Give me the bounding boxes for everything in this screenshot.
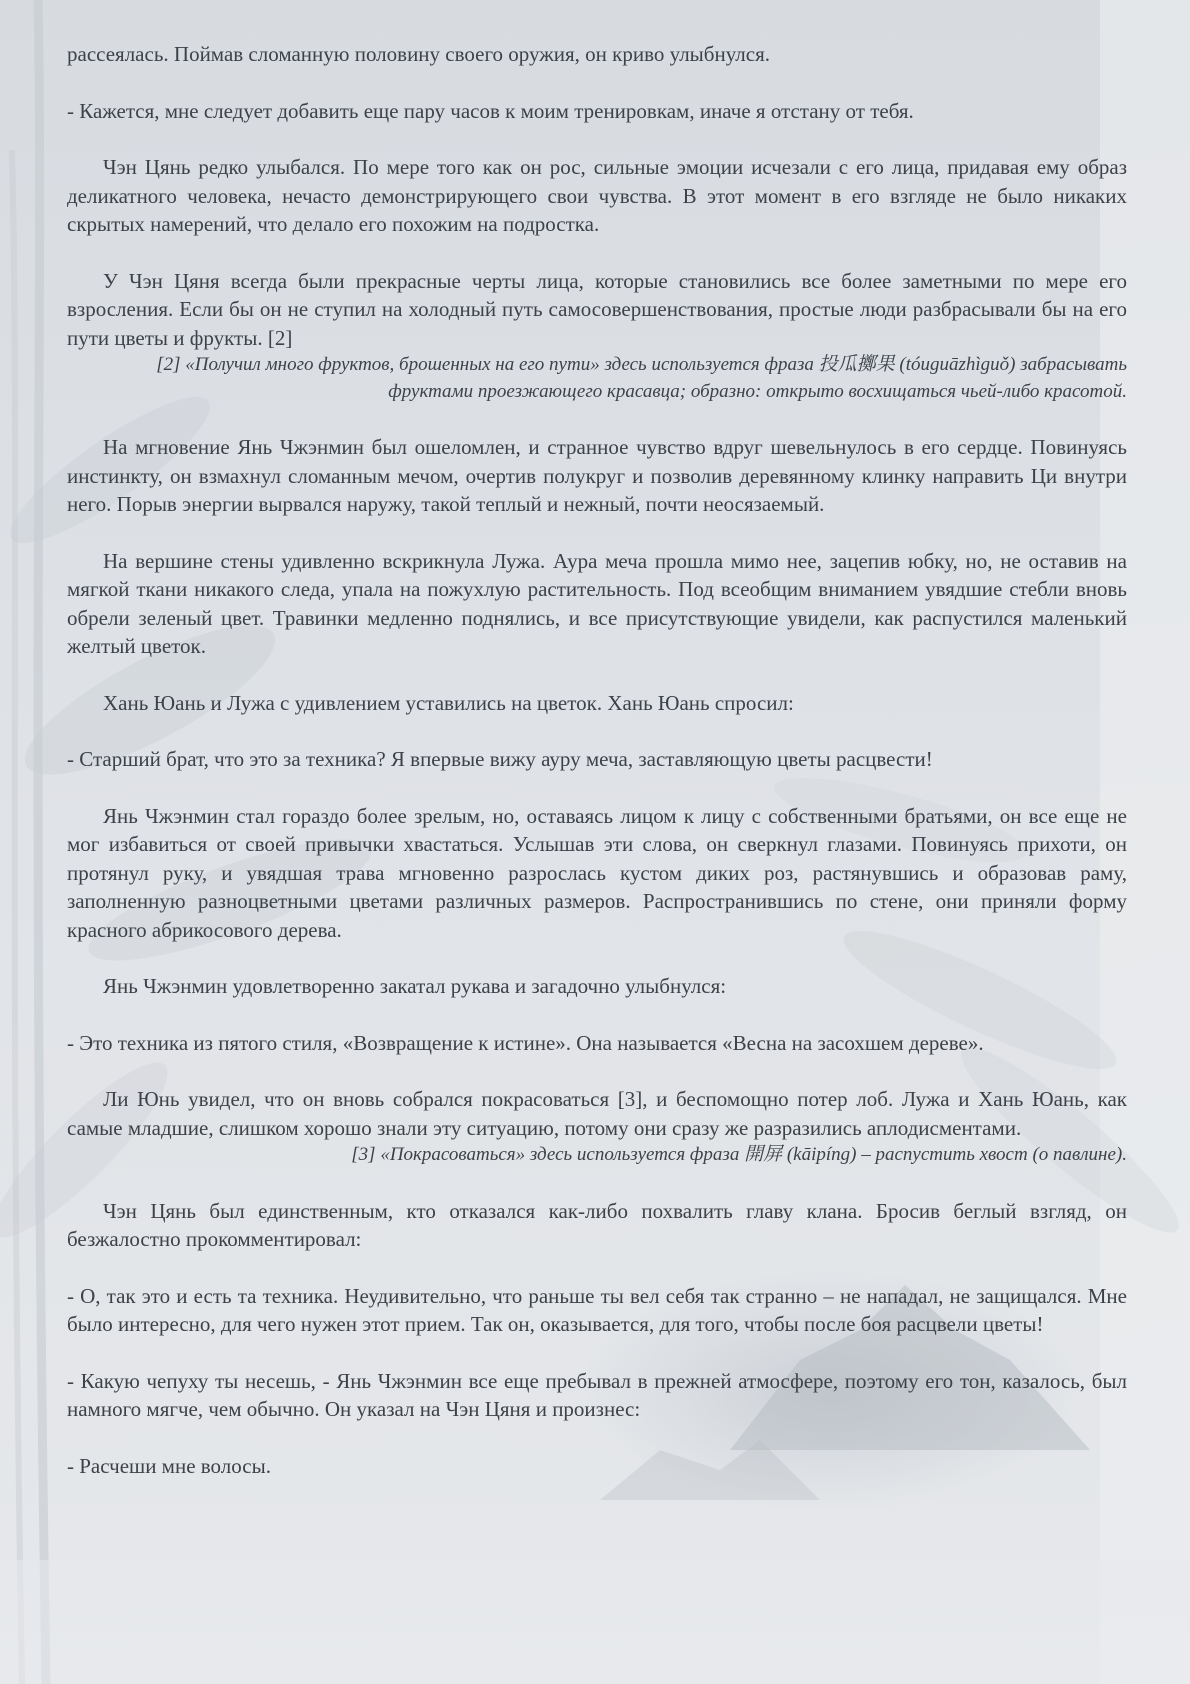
paragraph: На мгновение Янь Чжэнмин был ошеломлен, и странное чувство вдруг шевельнулось в его сердце. Повинуясь инстинкту, он взмахнул сломанным мечом, очертив полукруг и позволив деревянному клинку направить Ци внутри него. Порыв энергии вырвался наружу, такой теплый и нежный, почти неосязаемый. (67, 435, 1127, 516)
paragraph: Чэн Цянь был единственным, кто отказался как-либо похвалить главу клана. Бросив беглый взгляд, он безжалостно прокомментировал: (67, 1198, 1127, 1251)
paragraph: На вершине стены удивленно вскрикнула Лужа. Аура меча прошла мимо нее, зацепив юбку, но, не оставив на мягкой ткани никакого следа, упала на пожухлую растительность. Под всеобщим вниманием увядшие стебли вновь обрели зеленый цвет. Травинки медленно поднялись, и все присутствующие увидели, как распустился маленький желтый цветок. (67, 548, 1127, 658)
dialogue-line: - Кажется, мне следует добавить еще пару часов к моим тренировкам, иначе я отстану от тебя. (67, 98, 914, 123)
paragraph: рассеялась. Поймав сломанную половину своего оружия, он криво улыбнулся. (67, 42, 770, 66)
dialogue-line: - Старший брат, что это за техника? Я впервые вижу ауру меча, заставляющую цветы расцвести! (67, 747, 933, 771)
footnote: [3] «Покрасоваться» здесь используется фраза 開屏 (kāipíng) – распустить хвост (о павлине). (351, 1144, 1127, 1165)
paragraph: Янь Чжэнмин стал гораздо более зрелым, но, оставаясь лицом к лицу с собственными братьями, он все еще не мог избавиться от своей привычки хвастаться. Услышав эти слова, он сверкнул глазами. Повинуясь прихоти, он протянул руку, и увядшая трава мгновенно разрослась кустом диких роз, растянувшись и образовав раму, заполненную разноцветными цветами различных размеров. Распространившись по стене, они приняли форму красного абрикосового дерева. (67, 803, 1127, 942)
dialogue-line: - Расчеши мне волосы. (67, 1453, 271, 1478)
page-content (67, 40, 1127, 1480)
paragraph: Янь Чжэнмин удовлетворенно закатал рукава и загадочно улыбнулся: (103, 974, 727, 998)
paragraph: Ли Юнь увидел, что он вновь собрался покрасоваться [3], и беспомощно потер лоб. Лужа и Хань Юань, как самые младшие, слишком хорошо знали эту ситуацию, потому они сразу же разразились аплодисментами. (67, 1087, 1127, 1140)
paragraph: Чэн Цянь редко улыбался. По мере того как он рос, сильные эмоции исчезали с его лица, придавая ему образ деликатного человека, нечасто демонстрирующего свои чувства. В этот момент в его взгляде не было никаких скрытых намерений, что делало его похожим на подростка. (67, 155, 1127, 236)
dialogue-line: - Какую чепуху ты несешь, - Янь Чжэнмин все еще пребывал в прежней атмосфере, поэтому его тон, казалось, был намного мягче, чем обычно. Он указал на Чэн Цяня и произнес: (67, 1368, 1127, 1421)
dialogue-line: - Это техника из пятого стиля, «Возвращение к истине». Она называется «Весна на засохшем дереве». (67, 1030, 984, 1055)
paragraph: Хань Юань и Лужа с удивлением уставились на цветок. Хань Юань спросил: (103, 690, 794, 715)
paragraph: У Чэн Цяня всегда были прекрасные черты лица, которые становились все более заметными по мере его взросления. Если бы он не ступил на холодный путь самосовершенствования, простые люди разбрасывали бы на его пути цветы и фрукты. [2] (67, 268, 1127, 350)
dialogue-line: - О, так это и есть та техника. Неудивительно, что раньше ты вел себя так странно – не нападал, не защищался. Мне было интересно, для чего нужен этот прием. Так он, оказывается, для того, чтобы после боя расцвели цветы! (67, 1283, 1127, 1336)
footnote: [2] «Получил много фруктов, брошенных на его пути» здесь используется фраза 投瓜擲果 (tóuguāzhìguǒ) забрасывать фруктами проезжающего красавца; образно: открыто восхищаться чьей-либо красотой. (156, 354, 1127, 402)
